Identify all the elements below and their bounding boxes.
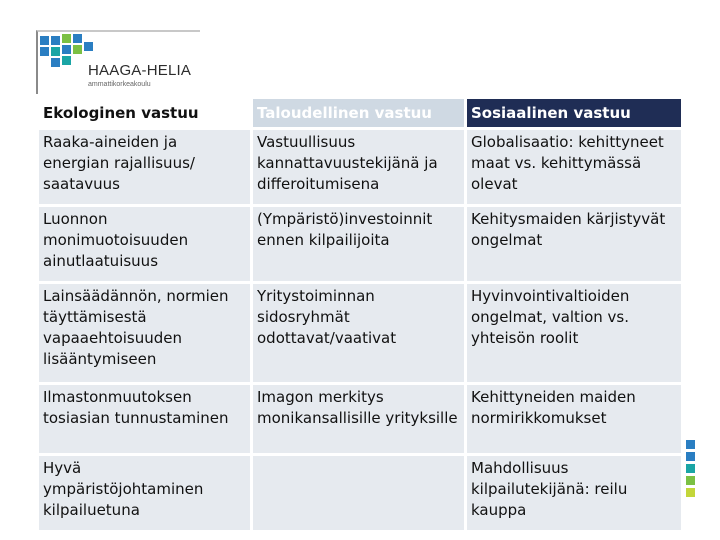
table-cell: Mahdollisuus kilpailutekijänä: reilu kauppa: [467, 456, 681, 530]
header-row: [39, 99, 681, 127]
color-strip: [686, 440, 695, 500]
table-cell: Kehittyneiden maiden normirikkomukset: [467, 385, 681, 453]
logo-subtitle: ammattikorkeakoulu: [88, 81, 151, 88]
color-block: [686, 452, 695, 461]
header-social: Sosiaalinen vastuu: [467, 99, 681, 127]
table-cell: Hyvinvointivaltioiden ongelmat, valtion vs. yhteisön roolit: [467, 284, 681, 382]
table-cell: Hyvä ympäristöjohtaminen kilpailuetuna: [39, 456, 250, 530]
color-block: [686, 488, 695, 497]
haaga-helia-logo: [36, 30, 198, 94]
table-row: [39, 456, 681, 530]
color-block: [686, 464, 695, 473]
table-row: [39, 385, 681, 453]
header-economic: Taloudellinen vastuu: [253, 99, 464, 127]
logo-name: HAAGA-HELIA: [88, 62, 192, 79]
responsibility-table: [36, 96, 684, 533]
table-cell: Lainsäädännön, normien täyttämisestä vapaaehtoisuuden lisääntymiseen: [39, 284, 250, 382]
table-row: [39, 207, 681, 281]
table-row: [39, 130, 681, 204]
table-cell: (Ympäristö)investoinnit ennen kilpailijoita: [253, 207, 464, 281]
table-cell: [253, 456, 464, 530]
table-cell: Imagon merkitys monikansallisille yrityksille: [253, 385, 464, 453]
color-block: [686, 476, 695, 485]
table-cell: Ilmastonmuutoksen tosiasian tunnustaminen: [39, 385, 250, 453]
color-block: [686, 440, 695, 449]
header-ecological: Ekologinen vastuu: [39, 99, 250, 127]
table-cell: Globalisaatio: kehittyneet maat vs. kehittymässä olevat: [467, 130, 681, 204]
table-cell: Vastuullisuus kannattavuustekijänä ja differoitumisena: [253, 130, 464, 204]
table-cell: Yritystoiminnan sidosryhmät odottavat/vaativat: [253, 284, 464, 382]
table-cell: Kehitysmaiden kärjistyvät ongelmat: [467, 207, 681, 281]
table-cell: Luonnon monimuotoisuuden ainutlaatuisuus: [39, 207, 250, 281]
table-row: [39, 284, 681, 382]
table-cell: Raaka-aineiden ja energian rajallisuus/ saatavuus: [39, 130, 250, 204]
